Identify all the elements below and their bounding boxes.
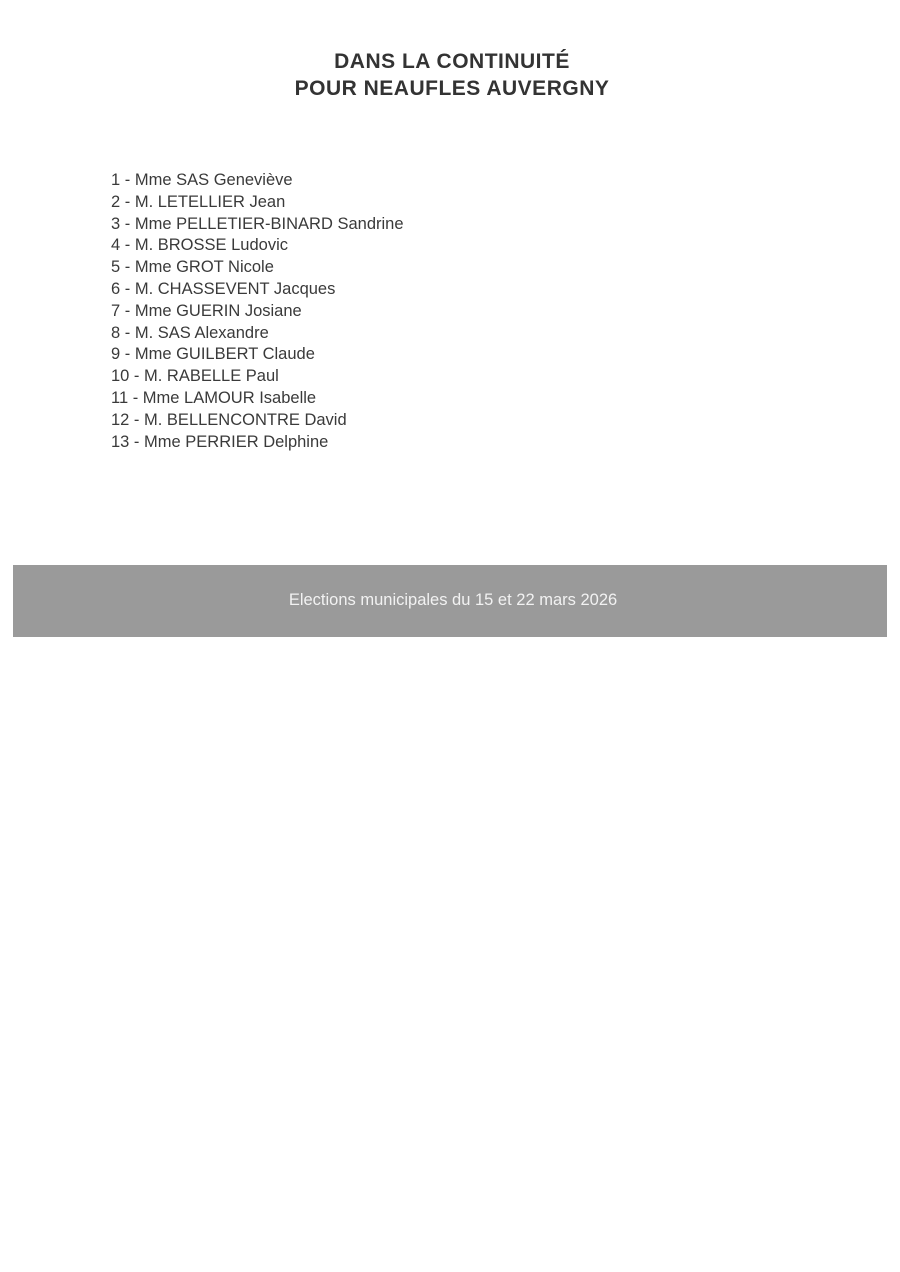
candidate-item: 5 - Mme GROT Nicole bbox=[111, 258, 274, 277]
candidate-item: 7 - Mme GUERIN Josiane bbox=[111, 301, 302, 320]
candidate-item: 9 - Mme GUILBERT Claude bbox=[111, 345, 315, 364]
candidate-item: 12 - M. BELLENCONTRE David bbox=[111, 410, 347, 429]
title-line-2: POUR NEAUFLES AUVERGNY bbox=[294, 77, 610, 100]
candidate-item: 8 - M. SAS Alexandre bbox=[111, 323, 269, 342]
list-title bbox=[0, 48, 900, 102]
candidate-item: 13 - Mme PERRIER Delphine bbox=[111, 432, 329, 451]
candidate-item: 2 - M. LETELLIER Jean bbox=[111, 192, 286, 211]
title-line-1: DANS LA CONTINUITÉ bbox=[334, 50, 570, 73]
candidate-item: 4 - M. BROSSE Ludovic bbox=[111, 236, 288, 255]
candidate-list bbox=[111, 170, 404, 453]
candidate-item: 10 - M. RABELLE Paul bbox=[111, 367, 279, 386]
candidate-item: 6 - M. CHASSEVENT Jacques bbox=[111, 279, 336, 298]
election-banner bbox=[13, 565, 887, 637]
election-banner-text: Elections municipales du 15 et 22 mars 2026 bbox=[288, 590, 618, 609]
candidate-item: 1 - Mme SAS Geneviève bbox=[111, 171, 293, 189]
candidate-item: 3 - Mme PELLETIER-BINARD Sandrine bbox=[111, 214, 404, 233]
candidate-item: 11 - Mme LAMOUR Isabelle bbox=[111, 388, 317, 407]
